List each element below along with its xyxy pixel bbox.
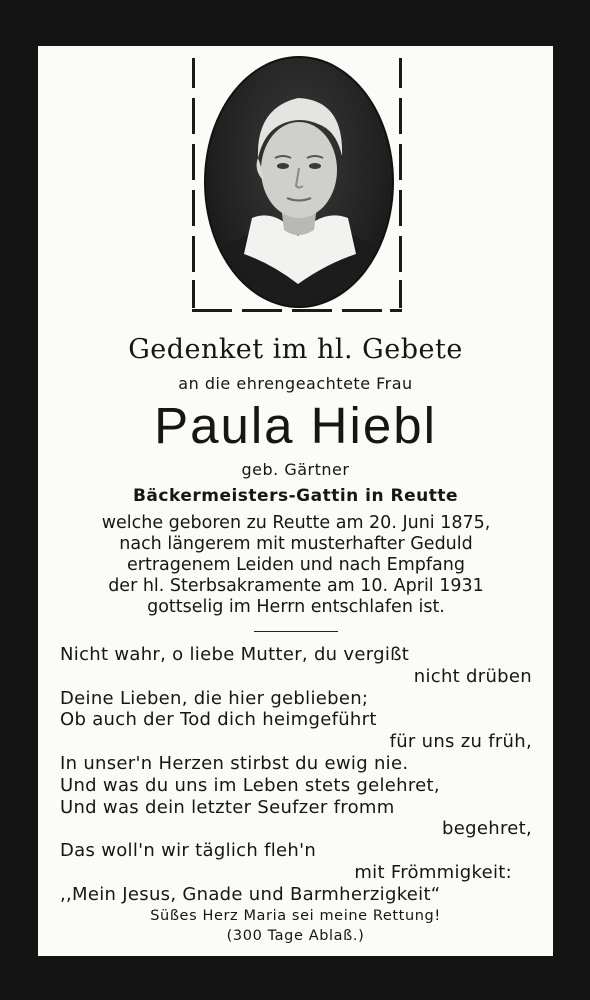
portrait-photo <box>204 56 394 308</box>
maiden-name: geb. Gärtner <box>241 460 350 479</box>
biography-line: der hl. Sterbsakramente am 10. April 1931 <box>108 576 484 596</box>
deceased-name: Paula Hiebl <box>154 397 437 454</box>
indulgence-line: (300 Tage Ablaß.) <box>226 928 365 944</box>
poem-line: ,,Mein Jesus, Gnade und Barmherzigkeit“ <box>60 883 441 905</box>
divider-rule <box>254 631 338 632</box>
poem-line: Das woll'n wir täglich fleh'n <box>60 840 317 862</box>
poem-line: Und was du uns im Leben stets gelehret, <box>60 774 440 796</box>
poem-line: nicht drüben <box>413 665 532 687</box>
biography-line: welche geboren zu Reutte am 20. Juni 1875, <box>101 513 491 533</box>
prayer-line: Süßes Herz Maria sei meine Rettung! <box>150 908 441 924</box>
portrait-frame <box>192 52 402 312</box>
biography-line: nach längerem mit musterhafter Geduld <box>119 534 473 554</box>
biography <box>56 513 536 618</box>
occupation: Bäckermeisters-Gattin in Reutte <box>132 486 459 506</box>
poem-line: Und was dein letzter Seufzer fromm <box>60 796 395 818</box>
memorial-card <box>38 46 553 956</box>
biography-line: gottselig im Herrn entschlafen ist. <box>147 597 445 617</box>
memorial-heading: Gedenket im hl. Gebete <box>128 334 463 365</box>
closing <box>38 906 553 946</box>
poem-line: für uns zu früh, <box>389 731 532 753</box>
poem-line: mit Frömmigkeit: <box>354 861 512 883</box>
subheading: an die ehrengeachtete Frau <box>178 374 413 393</box>
poem-line: begehret, <box>442 818 532 840</box>
poem-line: Ob auch der Tod dich heimgeführt <box>60 709 377 731</box>
poem-line: Nicht wahr, o liebe Mutter, du vergißt <box>60 644 410 665</box>
poem-line: In unser'n Herzen stirbst du ewig nie. <box>60 752 409 774</box>
poem-line: Deine Lieben, die hier geblieben; <box>60 687 369 709</box>
poem <box>60 644 532 906</box>
biography-line: ertragenem Leiden und nach Empfang <box>127 555 465 575</box>
